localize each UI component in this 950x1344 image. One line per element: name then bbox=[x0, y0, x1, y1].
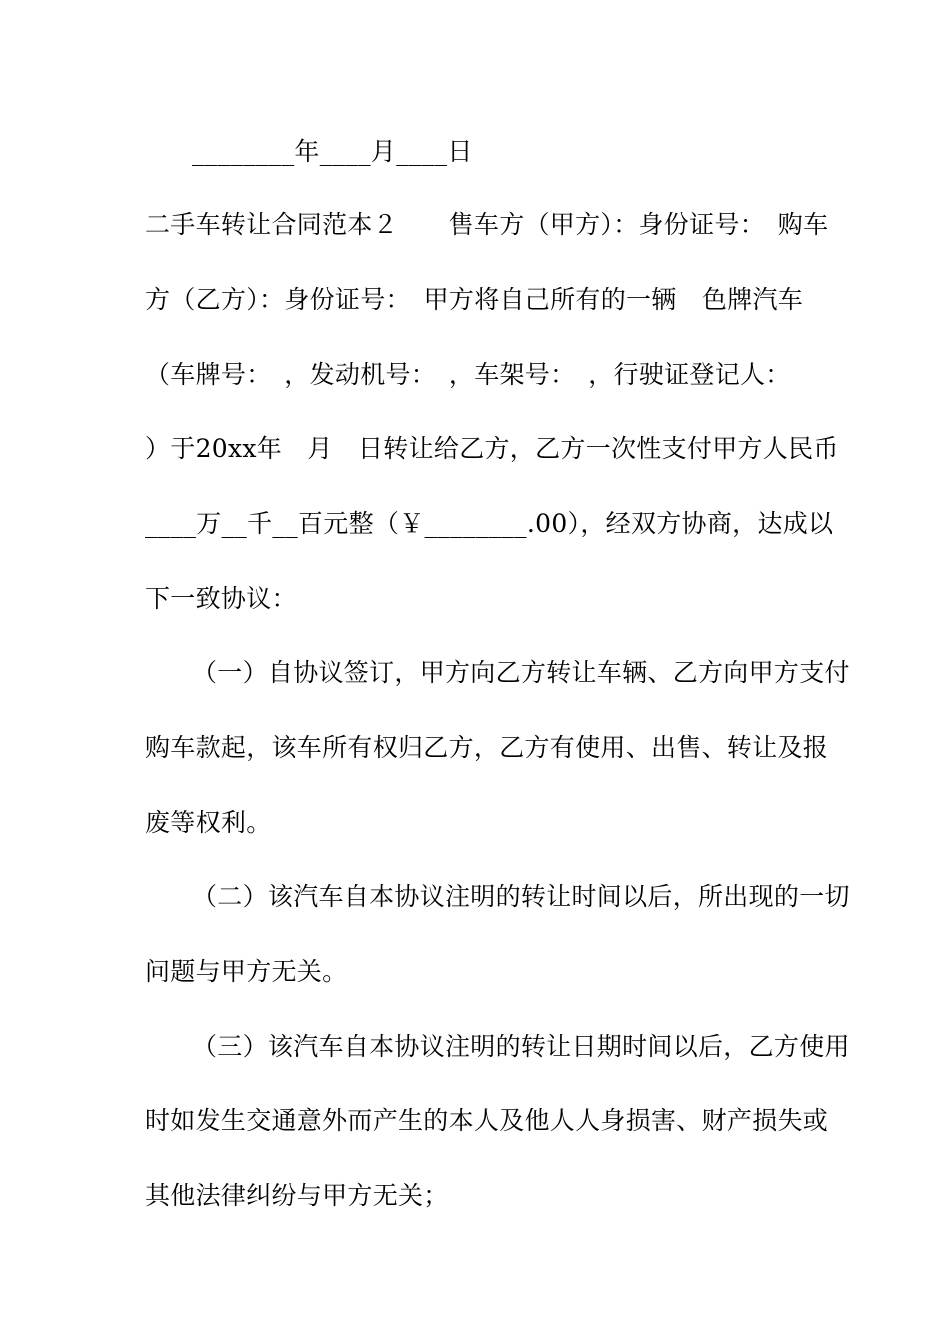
clause-1-line-2: 购车款起，该车所有权归乙方，乙方有使用、出售、转让及报 bbox=[145, 733, 829, 762]
clause-1-line-1: （一）自协议签订，甲方向乙方转让车辆、乙方向甲方支付 bbox=[192, 658, 850, 687]
paragraph-line-5: ____万__千__百元整（￥________.00），经双方协商，达成以 bbox=[145, 509, 834, 538]
clause-2-line-2: 问题与甲方无关。 bbox=[145, 957, 348, 986]
paragraph-line-3: （车牌号： ，发动机号： ，车架号： ，行驶证登记人： bbox=[145, 360, 791, 389]
clause-3-line-2: 时如发生交通意外而产生的本人及他人人身损害、财产损失或 bbox=[145, 1106, 829, 1135]
clause-2-line-1: （二）该汽车自本协议注明的转让时间以后，所出现的一切 bbox=[192, 882, 850, 911]
paragraph-line-2: 方（乙方）：身份证号： 甲方将自己所有的一辆 色牌汽车 bbox=[145, 285, 804, 314]
clause-1-line-3: 废等权利。 bbox=[145, 808, 272, 837]
date-line: ________年____月____日 bbox=[192, 137, 473, 166]
paragraph-line-4: ）于20xx年 月 日转让给乙方，乙方一次性支付甲方人民币 bbox=[145, 434, 839, 463]
clause-3-line-1: （三）该汽车自本协议注明的转让日期时间以后，乙方使用 bbox=[192, 1032, 850, 1061]
paragraph-line-6: 下一致协议： bbox=[145, 584, 297, 613]
clause-3-line-3: 其他法律纠纷与甲方无关； bbox=[145, 1181, 449, 1210]
paragraph-line-1: 二手车转让合同范本２ 售车方（甲方）：身份证号： 购车 bbox=[145, 210, 829, 239]
